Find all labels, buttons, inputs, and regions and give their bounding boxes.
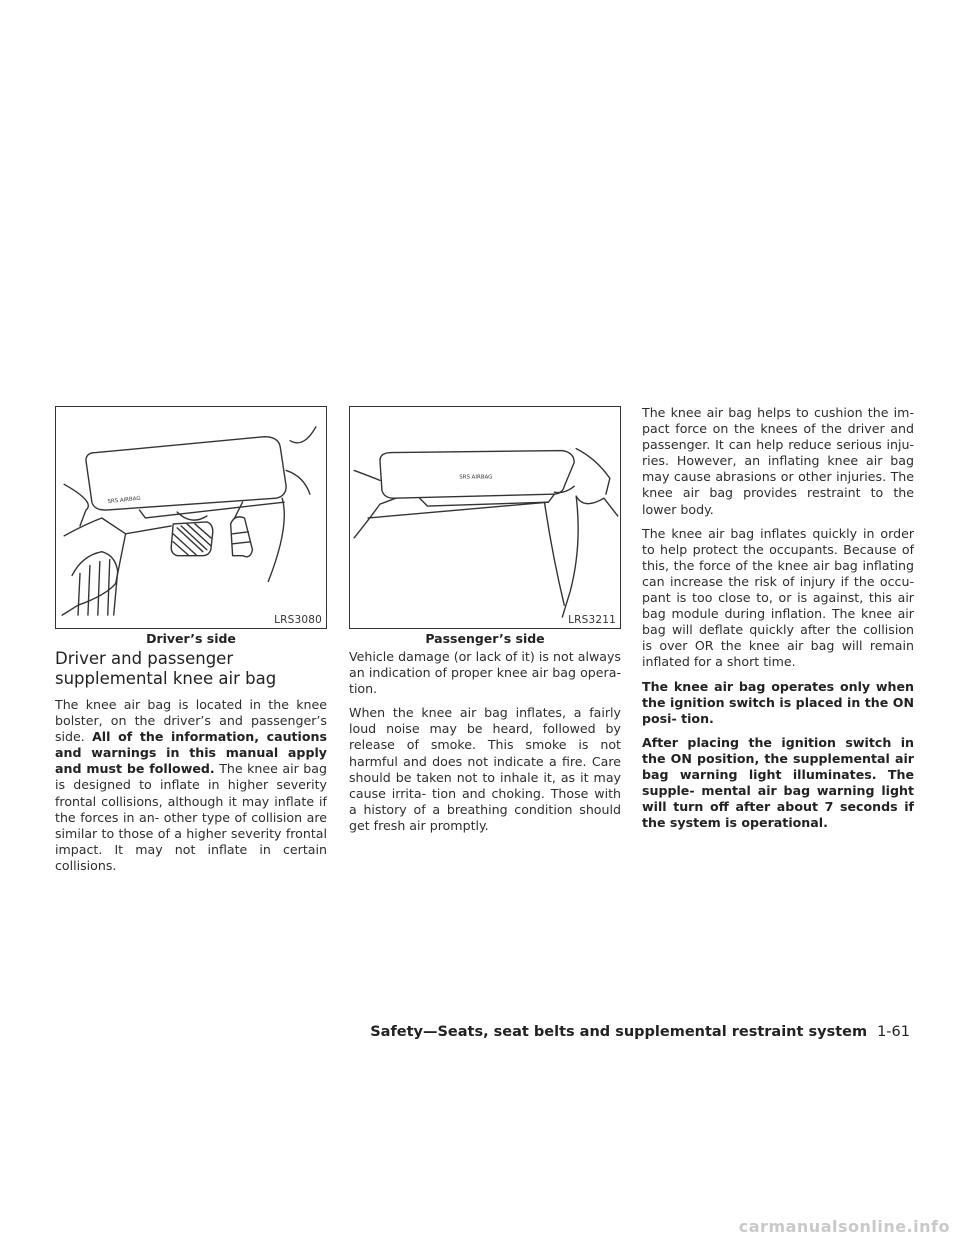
paragraph-emphasis: After placing the ignition switch in the ON position, the supplemental air bag warning light illuminates. The supple- mental air bag warning light will turn off after about 7 seconds if the system is operational.: [642, 734, 914, 831]
drivers-knee-airbag-illustration: [56, 407, 326, 628]
paragraph-bold: [642, 679, 914, 727]
text-column-3: [642, 405, 914, 839]
passengers-airbag-label: SRS AIRBAG: [459, 474, 493, 481]
watermark: carmanualsonline.info: [738, 1217, 950, 1236]
figure-code: LRS3211: [568, 614, 616, 626]
page-number: 1-61: [877, 1024, 910, 1040]
figure-code: LRS3080: [274, 614, 322, 626]
passengers-knee-airbag-illustration: [350, 407, 620, 628]
footer-section-title: Safety—Seats, seat belts and supplemental restraint system: [370, 1024, 868, 1040]
paragraph-text: The knee air bag is designed to inflate in higher severity frontal collisions, although it may inflate if the forces in an- other type of collision are similar to those of a higher severity frontal impact. It may not inflate in certain collisions.: [55, 761, 327, 873]
figure-passengers-side: [349, 406, 621, 629]
paragraph-emphasis: All of the information, cautions and warnings in this manual apply and must be followed.: [55, 729, 327, 777]
text-column-2: [349, 649, 621, 842]
paragraph: Vehicle damage (or lack of it) is not always an indication of proper knee air bag opera- tion.: [349, 649, 621, 697]
paragraph-emphasis: The knee air bag operates only when the ignition switch is placed in the ON posi- tion.: [642, 678, 914, 726]
paragraph-text: The knee air bag is located in the knee bolster, on the driver’s and passenger’s side.: [55, 697, 327, 745]
figure-caption-passengers-side: Passenger’s side: [425, 631, 545, 646]
paragraph: The knee air bag helps to cushion the im- pact force on the knees of the driver and passenger. It can help reduce serious inju- ries. However, an inflating knee air bag may cause abrasions or other injuries. The knee air bag provides restraint to the lower body.: [642, 405, 914, 517]
text-column-1: [55, 697, 327, 882]
section-heading: [55, 649, 335, 689]
paragraph: The knee air bag inflates quickly in order to help protect the occupants. Because of this, the force of the knee air bag inflating can increase the risk of injury if the occu- pant is too close to, or is against, this air bag module during inflation. The knee air bag will deflate quickly after the collision is over OR the knee air bag will remain inflated for a short time.: [642, 525, 914, 670]
paragraph: When the knee air bag inflates, a fairly loud noise may be heard, followed by release of smoke. This smoke is not harmful and does not indicate a fire. Care should be taken not to inhale it, as it may cause irrita- tion and choking. Those with a history of a breathing condition should get fresh air promptly.: [349, 705, 621, 833]
drivers-airbag-label: SRS AIRBAG: [107, 495, 141, 506]
paragraph: [55, 697, 327, 874]
section-heading-line1: Driver and passenger: [55, 649, 234, 668]
figure-drivers-side: [55, 406, 327, 629]
page-footer: [370, 1024, 910, 1040]
section-heading-line2: supplemental knee air bag: [55, 669, 277, 688]
paragraph-bold: [642, 735, 914, 832]
figure-caption-drivers-side: Driver’s side: [146, 631, 236, 646]
